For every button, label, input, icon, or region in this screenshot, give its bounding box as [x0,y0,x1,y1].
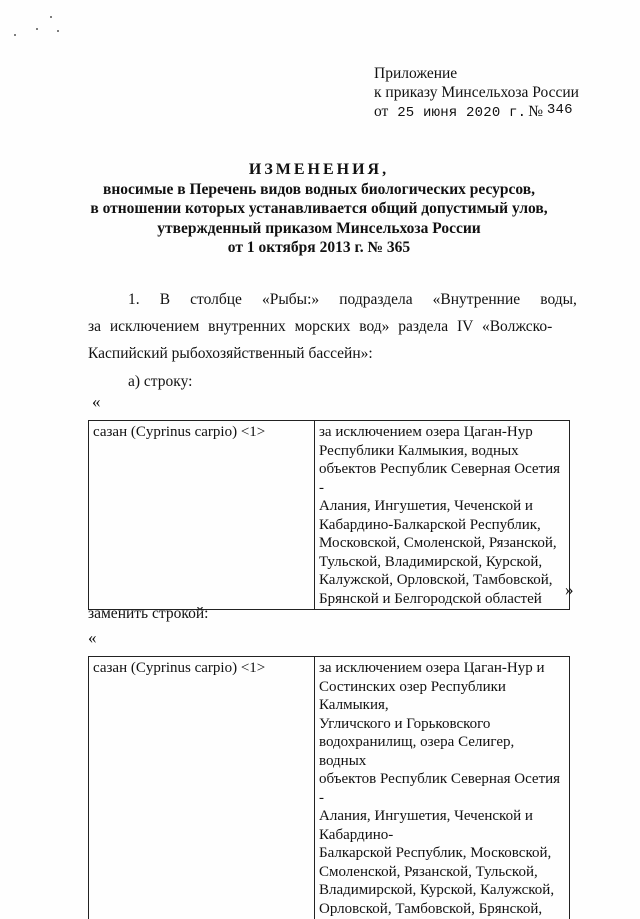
old-row-table [88,420,570,610]
heading-line: утвержденный приказом Минсельхоза России [80,219,558,239]
word: «Рыбы:» [262,286,319,313]
scan-speck [50,16,52,18]
heading-line: вносимые в Перечень видов водных биологических ресурсов, [80,180,558,200]
scan-speck [57,30,59,32]
quote-close: » [565,580,574,600]
paragraph-1-line3: Каспийский рыбохозяйственный бассейн»: [88,340,577,367]
old-species-cell: сазан (Cyprinus carpio) <1> [89,421,315,610]
table-row [89,421,570,610]
word: воды, [540,286,577,313]
appendix-line3 [374,102,579,123]
paragraph-1-line2: за исключением внутренних морских вод» раздела IV «Волжско- [88,313,577,340]
heading-line: в отношении которых устанавливается общий допустимый улов, [80,199,558,219]
table-row [89,657,570,919]
word: В [160,286,170,313]
appendix-prefix: от [374,103,388,120]
new-species-cell: сазан (Cyprinus carpio) <1> [89,657,315,919]
replace-label: заменить строкой: [88,600,208,627]
old-note-cell: за исключением озера Цаган-Нур Республики Калмыкия, водных объектов Республик Северная Осетия - Алания, Ингушетия, Чеченской и Кабардино-Балкарской Республик, Московской, Смоленской, Рязанской, Тульской, Владимирской, Курской, Калужской, Орловской, Тамбовской, Брянской и Белгородской областей [315,421,570,610]
item-a-label: а) строку: [128,368,192,395]
appendix-block [374,64,579,123]
scan-speck [14,34,16,36]
word: подраздела [339,286,412,313]
quote-open: « [88,628,97,648]
appendix-order-number: 346 [547,102,573,118]
appendix-line1: Приложение [374,64,579,83]
word: «Внутренние [433,286,521,313]
paragraph-1-line1 [88,286,577,313]
heading-title: ИЗМЕНЕНИЯ, [80,160,558,180]
quote-open: « [92,392,101,412]
paragraph-1 [88,286,577,367]
appendix-date: 25 июня 2020 г. [397,105,526,121]
new-note-cell: за исключением озера Цаган-Нур и Состинских озер Республики Калмыкия, Угличского и Горьковского водохранилищ, озера Селигер, водных объектов Республик Северная Осетия - Алания, Ингушетия, Чеченской и Кабардино- Балкарской Республик, Московской, Смоленской, Рязанской, Тульской, Владимирской, Курской, Калужской, Орловской, Тамбовской, Брянской, [315,657,570,919]
word: столбце [190,286,242,313]
scan-speck [36,28,38,30]
heading-line: от 1 октября 2013 г. № 365 [80,238,558,258]
document-heading [80,160,558,258]
new-row-table [88,656,570,919]
appendix-line2: к приказу Минсельхоза России [374,83,579,102]
appendix-number-sign: № [528,103,543,120]
word: 1. [128,286,140,313]
